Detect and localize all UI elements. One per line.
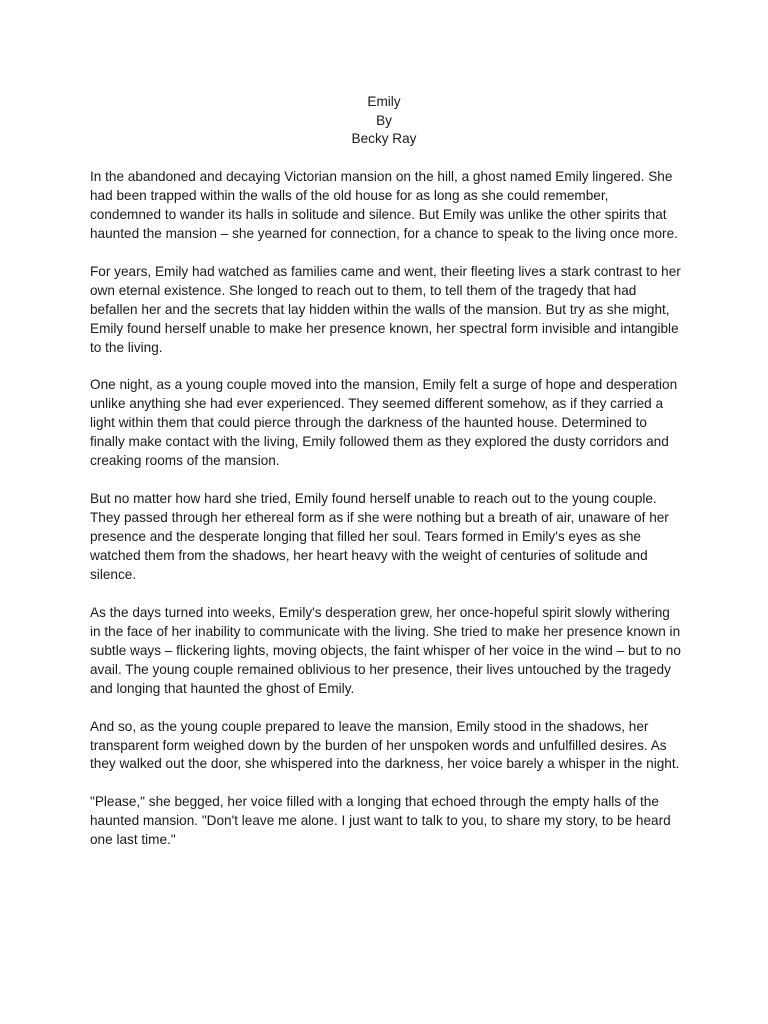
author-name: Becky Ray [351, 131, 417, 147]
paragraph-6: And so, as the young couple prepared to leave the mansion, Emily stood in the shadows, her transparent form weighed down by the burden of her unspoken words and unfulfilled desires. As they walked out the door, she whispered into the darkness, her voice barely a whisper in the night. [90, 718, 680, 772]
paragraph-7: "Please," she begged, her voice filled with a longing that echoed through the empty halls of the haunted mansion. "Don't leave me alone. I just want to talk to you, to share my story, to be heard one last time." [90, 794, 671, 848]
by-line: By [376, 112, 392, 128]
paragraph-1: In the abandoned and decaying Victorian mansion on the hill, a ghost named Emily lingered. She had been trapped within the walls of the old house for as long as she could remember, condemned to wander its halls in solitude and silence. But Emily was unlike the other spirits that haunted the mansion – she yearned for connection, for a chance to speak to the living once more. [90, 169, 678, 241]
document-title: Emily [367, 94, 401, 109]
paragraph-3: One night, as a young couple moved into the mansion, Emily felt a surge of hope and desperation unlike anything she had ever experienced. They seemed different somehow, as if they carried a light within them that could pierce through the darkness of the haunted house. Determined to finally make contact with the living, Emily followed them as they explored the dusty corridors and creaking rooms of the mansion. [90, 377, 678, 469]
story-body [90, 168, 682, 869]
paragraph-5: As the days turned into weeks, Emily's desperation grew, her once-hopeful spirit slowly withering in the face of her inability to communicate with the living. She tried to make her presence known in subtle ways – flickering lights, moving objects, the faint whisper of her voice in the wind – but to no avail. The young couple remained oblivious to her presence, their lives untouched by the tragedy and longing that haunted the ghost of Emily. [90, 604, 681, 696]
paragraph-4: But no matter how hard she tried, Emily found herself unable to reach out to the young couple. They passed through her ethereal form as if she were nothing but a breath of air, unaware of her presence and the desperate longing that filled her soul. Tears formed in Emily's eyes as she watched them from the shadows, her heart heavy with the weight of centuries of solitude and silence. [90, 491, 669, 582]
paragraph-2: For years, Emily had watched as families came and went, their fleeting lives a stark contrast to her own eternal existence. She longed to reach out to them, to tell them of the tragedy that had befallen her and the secrets that lay hidden within the walls of the mansion. But try as she might, Emily found herself unable to make her presence known, her spectral form invisible and intangible to the living. [90, 263, 681, 355]
document-header [0, 93, 768, 149]
